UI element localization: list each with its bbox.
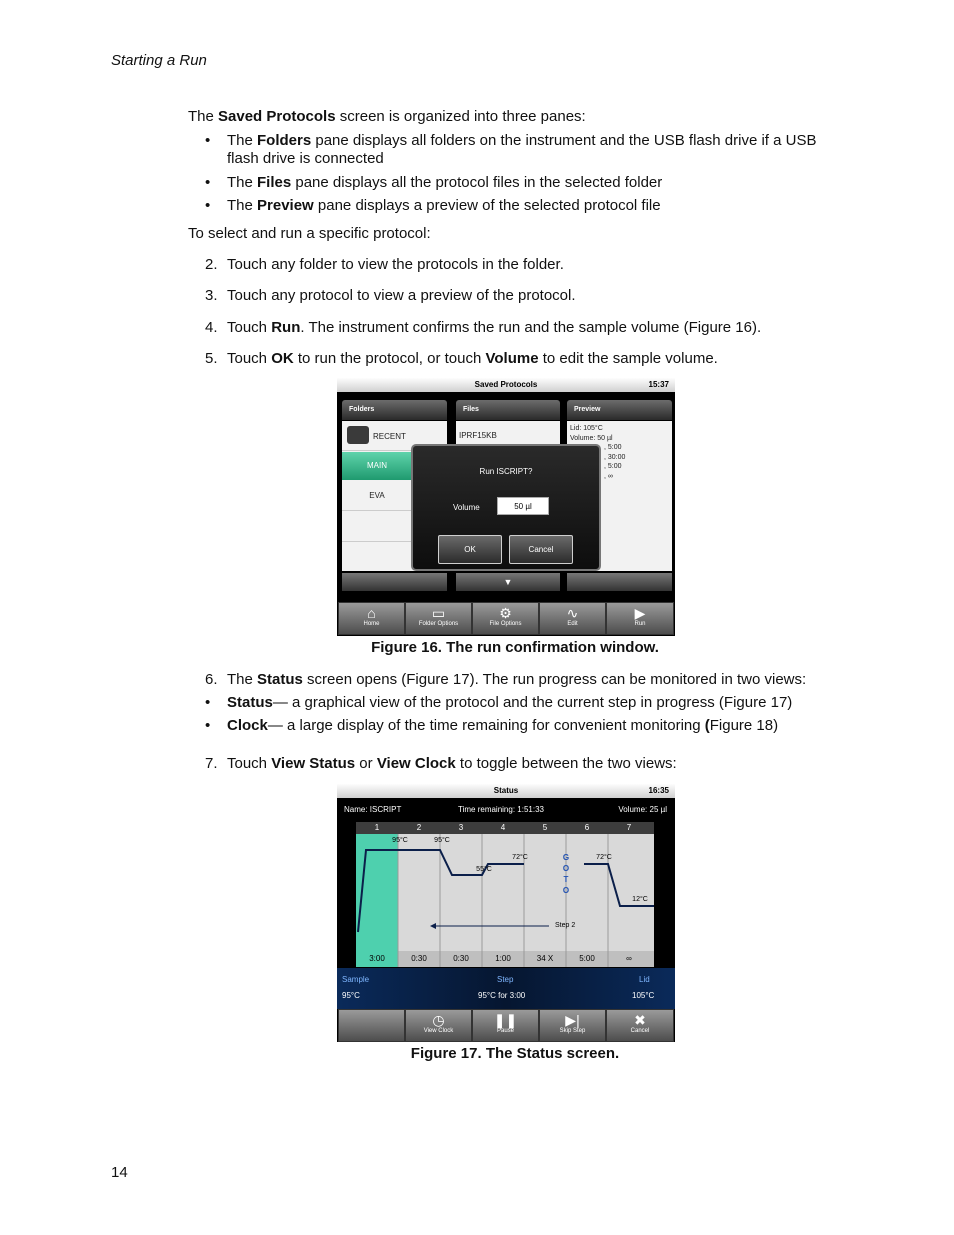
bullet-status-view: • Status— a graphical view of the protocol and the current step in progress (Figure 17) bbox=[205, 694, 793, 711]
duration-6: 5:00 bbox=[579, 954, 595, 963]
file-options-button[interactable]: ⚙ File Options bbox=[472, 602, 539, 635]
folder-icon bbox=[347, 426, 369, 444]
goto-step-label: Step 2 bbox=[555, 922, 576, 929]
running-header: Starting a Run bbox=[111, 52, 207, 69]
edit-button[interactable]: ∿ Edit bbox=[539, 602, 606, 635]
cancel-run-button[interactable]: ✖ Cancel bbox=[606, 1009, 674, 1042]
figure-16-caption: Figure 16. The run confirmation window. bbox=[371, 639, 659, 656]
sample-value: 95°C bbox=[342, 991, 360, 1000]
clock-icon: ◷ bbox=[432, 1012, 445, 1028]
step-6: 6. The Status screen opens (Figure 17). The run progress can be monitored in two views: bbox=[205, 671, 807, 688]
folders-pane-header: Folders bbox=[342, 400, 447, 420]
step-label: Step bbox=[497, 975, 514, 984]
folder-options-button[interactable]: ▭ Folder Options bbox=[405, 602, 472, 635]
bullet-files: • The Files pane displays all the protocol files in the selected folder bbox=[205, 174, 663, 191]
sample-volume: Volume: 25 µl bbox=[618, 805, 667, 814]
duration-3: 0:30 bbox=[453, 954, 469, 963]
temp-label-2: 95°C bbox=[434, 837, 450, 844]
time-remaining: Time remaining: 1:51:33 bbox=[458, 805, 544, 814]
temp-label-4: 72°C bbox=[512, 854, 528, 861]
preview-scroll-bar[interactable] bbox=[567, 573, 672, 591]
file-item[interactable]: IPRF15KB bbox=[459, 431, 497, 440]
file-options-icon: ⚙ bbox=[499, 605, 512, 621]
skip-step-button[interactable]: ▶| Skip Step bbox=[539, 1009, 606, 1042]
lid-label: Lid bbox=[639, 975, 650, 984]
folder-item-empty bbox=[342, 512, 412, 542]
pause-icon: ❚❚ bbox=[493, 1012, 518, 1028]
goto-arrow-head bbox=[430, 923, 436, 929]
step-3: 3. Touch any protocol to view a preview of the protocol. bbox=[205, 287, 576, 304]
step-2: 2. Touch any folder to view the protocols in the folder. bbox=[205, 256, 564, 273]
duration-7: ∞ bbox=[626, 954, 632, 963]
page-number: 14 bbox=[111, 1164, 128, 1181]
bullet-folders: • The Folders pane displays all folders on the instrument and the USB flash drive if a USB flash drive is connected bbox=[205, 132, 817, 167]
blank-button bbox=[338, 1009, 405, 1042]
goto-label: G O T O bbox=[562, 853, 570, 895]
folders-scroll-bar[interactable] bbox=[342, 573, 447, 591]
home-button[interactable]: ⌂ Home bbox=[338, 602, 405, 635]
dialog-question: Run ISCRIPT? bbox=[479, 467, 533, 476]
status-strip bbox=[337, 968, 675, 1009]
intro-paragraph: The Saved Protocols screen is organized into three panes: bbox=[188, 108, 586, 125]
temp-label-1: 95°C bbox=[392, 837, 408, 844]
step-value: 95°C for 3:00 bbox=[478, 991, 526, 1000]
files-scroll-down[interactable] bbox=[456, 573, 560, 591]
skip-icon: ▶| bbox=[565, 1012, 580, 1028]
figure-17-caption: Figure 17. The Status screen. bbox=[410, 1045, 620, 1062]
step-7-number: 7 bbox=[626, 823, 632, 832]
volume-field[interactable]: 50 µl bbox=[497, 497, 549, 515]
close-icon: ✖ bbox=[634, 1012, 646, 1028]
run-icon: ▶ bbox=[634, 605, 646, 621]
select-intro: To select and run a specific protocol: bbox=[188, 225, 431, 242]
edit-icon: ∿ bbox=[566, 605, 579, 621]
step-7: 7. Touch View Status or View Clock to toggle between the two views: bbox=[205, 755, 677, 772]
folder-item-main[interactable]: MAIN bbox=[342, 452, 412, 480]
duration-2: 0:30 bbox=[411, 954, 427, 963]
title-bar: Saved Protocols 15:37 bbox=[337, 378, 675, 392]
pause-button[interactable]: ❚❚ Pause bbox=[472, 1009, 539, 1042]
step-1-number: 1 bbox=[374, 823, 380, 832]
protocol-name: Name: ISCRIPT bbox=[344, 805, 402, 814]
step-4: 4. Touch Run. The instrument confirms the run and the sample volume (Figure 16). bbox=[205, 319, 762, 336]
step-3-number: 3 bbox=[458, 823, 464, 832]
cancel-button[interactable]: Cancel bbox=[509, 535, 573, 564]
figure-16-saved-protocols bbox=[337, 378, 675, 636]
run-confirm-dialog bbox=[411, 444, 601, 571]
arrow-down-icon: ▼ bbox=[503, 577, 513, 587]
folder-item-eva[interactable]: EVA bbox=[342, 481, 412, 511]
folder-options-icon: ▭ bbox=[431, 605, 446, 621]
bullet-preview: • The Preview pane displays a preview of the selected protocol file bbox=[205, 197, 661, 214]
temp-label-6: 72°C bbox=[596, 854, 612, 861]
duration-5: 34 X bbox=[536, 954, 554, 963]
files-pane-header: Files bbox=[456, 400, 560, 420]
preview-pane: Lid: 105°C Volume: 50 µl , 5:00 , 30:00 , 5:00 , ∞ bbox=[567, 421, 672, 571]
preview-pane-header: Preview bbox=[567, 400, 672, 420]
volume-label: Volume bbox=[453, 503, 480, 512]
step-2-number: 2 bbox=[416, 823, 422, 832]
home-icon: ⌂ bbox=[367, 605, 376, 621]
step-5: 5. Touch OK to run the protocol, or touch Volume to edit the sample volume. bbox=[205, 350, 718, 367]
step-6-number: 6 bbox=[584, 823, 590, 832]
lid-value: 105°C bbox=[632, 991, 655, 1000]
temp-label-3: 55°C bbox=[476, 866, 492, 873]
step-5-number: 5 bbox=[542, 823, 548, 832]
step-4-number: 4 bbox=[500, 823, 506, 832]
status-title-bar: Status 16:35 bbox=[337, 784, 675, 798]
temp-label-7: 12°C bbox=[632, 896, 648, 903]
folder-item-recent[interactable]: RECENT bbox=[342, 421, 447, 451]
run-button[interactable]: ▶ Run bbox=[606, 602, 674, 635]
view-clock-button[interactable]: ◷ View Clock bbox=[405, 1009, 472, 1042]
protocol-graph bbox=[356, 822, 654, 967]
ok-button[interactable]: OK bbox=[438, 535, 502, 564]
figure-17-status-screen bbox=[337, 784, 675, 1042]
sample-label: Sample bbox=[342, 975, 370, 984]
bullet-clock-view: • Clock— a large display of the time remaining for convenient monitoring (Figure 18) bbox=[205, 717, 779, 734]
duration-1: 3:00 bbox=[369, 954, 385, 963]
duration-4: 1:00 bbox=[495, 954, 511, 963]
